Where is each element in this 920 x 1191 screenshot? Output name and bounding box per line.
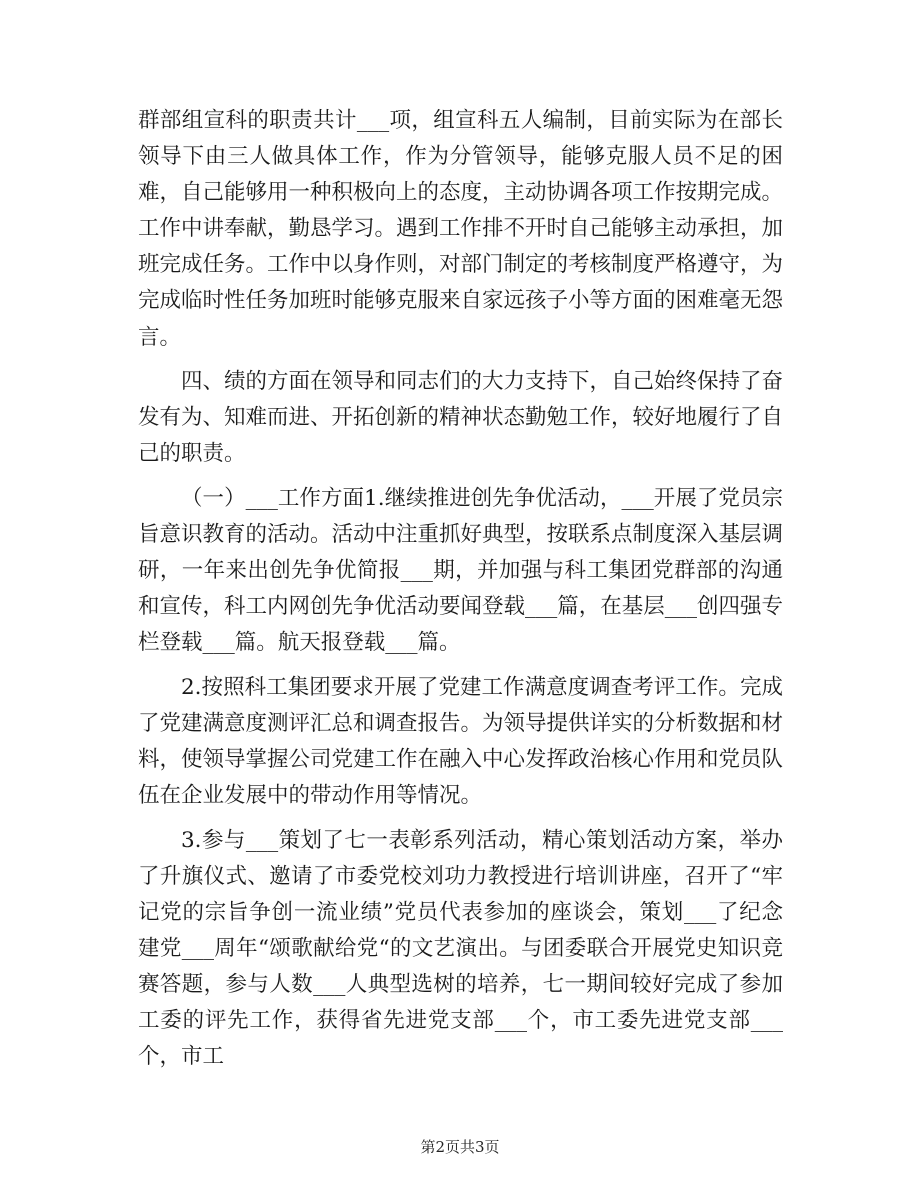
paragraph-2: 四、绩的方面在领导和同志们的大力支持下，自己始终保持了奋发有为、知难而进、开拓创新的精神状态勤勉工作，较好地履行了自己的职责。 (138, 369, 784, 467)
document-body (138, 103, 783, 1084)
paragraph-1: 群部组宣科的职责共计___项，组宣科五人编制，目前实际为在部长领导下由三人做具体工作，作为分管领导，能够克服人员不足的困难，自己能够用一种积极向上的态度，主动协调各项工作按期完成。工作中讲奉献，勤恳学习。遇到工作排不开时自己能够主动承担，加班完成任务。工作中以身作则，对部门制定的考核制度严格遵守，为完成临时性任务加班时能够克服来自家远孩子小等方面的困难毫无怨言。 (138, 108, 784, 350)
paragraph-5: 3.参与___策划了七一表彰系列活动，精心策划活动方案，举办了升旗仪式、邀请了市委党校刘功力教授进行培训讲座，召开了“牢记党的宗旨争创一流业绩”党员代表参加的座谈会，策划___了纪念建党___周年“颂歌献给党“的文艺演出。与团委联合开展党史知识竞赛答题，参与人数___人典型选树的培养，七一期间较好完成了参加工委的评先工作，获得省先进党支部___个，市工委先进党支部___个，市工 (138, 827, 783, 1070)
paragraph-3: （一）___工作方面1.继续推进创先争优活动，___开展了党员宗旨意识教育的活动。活动中注重抓好典型，按联系点制度深入基层调研，一年来出创先争优简报___期，并加强与科工集团党群部的沟通和宣传，科工内网创先争优活动要闻登载___篇，在基层___创四强专栏登载___篇。航天报登载___篇。 (138, 485, 784, 656)
page-number-footer: 第2页共3页 (420, 1138, 500, 1156)
paragraph-4: 2.按照科工集团要求开展了党建工作满意度调查考评工作。完成了党建满意度测评汇总和调查报告。为领导提供详实的分析数据和材料，使领导掌握公司党建工作在融入中心发挥政治核心作用和党员队伍在企业发展中的带动作用等情况。 (138, 674, 784, 809)
